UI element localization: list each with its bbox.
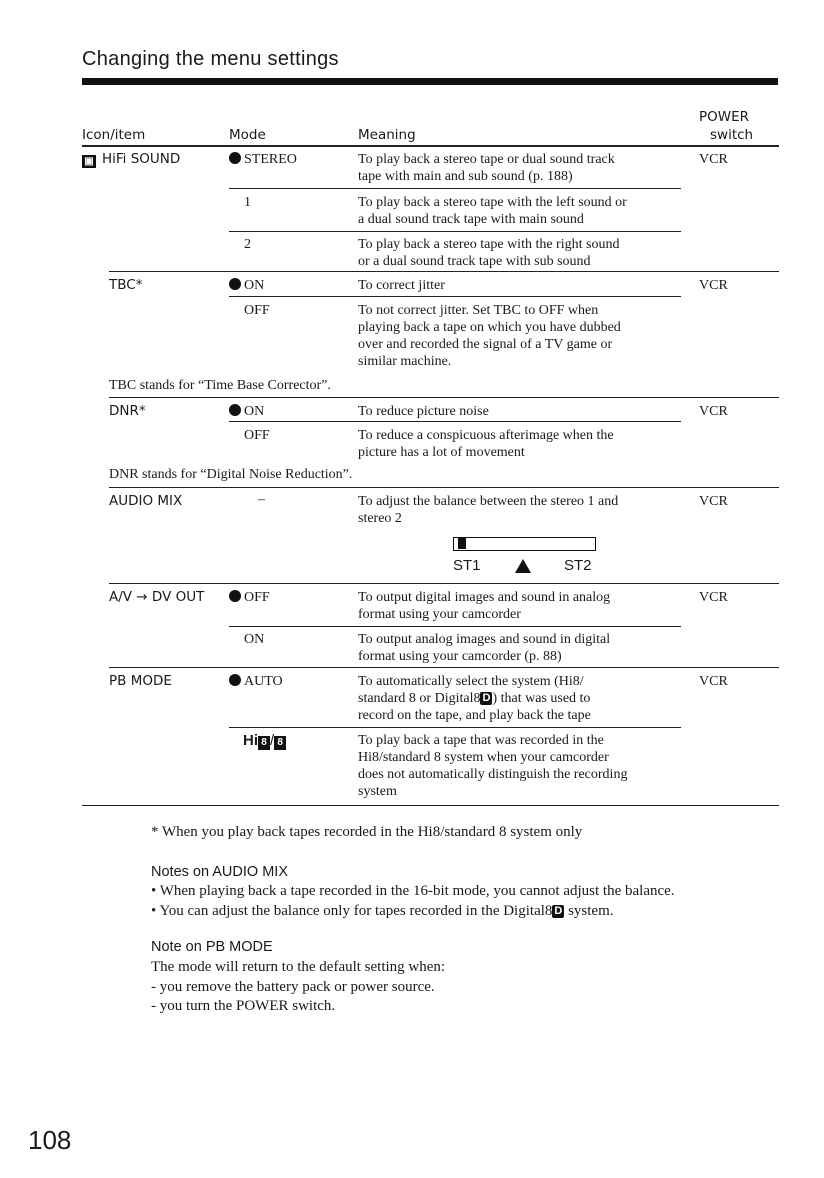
header-power-line1: POWER <box>699 109 750 125</box>
power-pb-mode: VCR <box>699 674 728 689</box>
power-hifi: VCR <box>699 152 728 167</box>
meaning-tbc-on: To correct jitter <box>358 278 445 293</box>
power-audio-mix: VCR <box>699 494 728 509</box>
header-meaning: Meaning <box>358 127 416 143</box>
meaning-avdv-on: To output analog images and sound in digital format using your camcorder (p. 88) <box>358 632 611 664</box>
digital8-logo-icon: D <box>482 692 491 704</box>
mode-stereo: STEREO <box>229 151 297 168</box>
default-marker-icon <box>229 590 241 602</box>
notes-pb-title: Note on PB MODE <box>151 939 273 955</box>
item-dnr: DNR* <box>109 403 146 419</box>
hi8-standard8-icon: Hi 8 / 8 <box>243 732 286 750</box>
meaning-stereo: To play back a stereo tape or dual sound track tape with main and sub sound (p. 188) <box>358 152 615 184</box>
page-number: 108 <box>28 1125 72 1155</box>
power-avdv: VCR <box>699 590 728 605</box>
video-tape-icon: ▣ <box>82 155 96 168</box>
item-hifi-label: HiFi SOUND <box>102 151 181 167</box>
footnote: * When you play back tapes recorded in the Hi8/standard 8 system only <box>151 824 583 840</box>
notes-audio-title: Notes on AUDIO MIX <box>151 864 288 880</box>
row-rule <box>109 583 779 584</box>
header-power-line2: switch <box>710 127 754 143</box>
mode-dnr-off: OFF <box>244 428 270 443</box>
sub-rule <box>229 188 681 189</box>
mode-avdv-on: ON <box>244 632 265 647</box>
triangle-up-icon <box>515 559 531 573</box>
page-title: Changing the menu settings <box>82 48 339 70</box>
meaning-pb-auto: To automatically select the system (Hi8/ standard 8 or Digital8 D ) that was used to record on the tape, and play back the tape <box>358 674 591 723</box>
header-mode: Mode <box>229 127 266 143</box>
row-rule <box>109 667 779 668</box>
table-bottom-rule <box>82 805 779 806</box>
meaning-pb-hi8: To play back a tape that was recorded in the Hi8/standard 8 system when your camcorder does not automatically distinguish the recording system <box>358 733 628 799</box>
header-rule <box>82 145 779 147</box>
meaning-dnr-on: To reduce picture noise <box>358 404 489 419</box>
balance-bar <box>453 537 596 551</box>
mode-tbc-off: OFF <box>244 303 270 318</box>
power-tbc: VCR <box>699 278 728 293</box>
notes-audio-bullet-1: • When playing back a tape recorded in the 16-bit mode, you cannot adjust the balance. <box>151 883 675 899</box>
item-pb-mode: PB MODE <box>109 673 172 689</box>
item-hifi-sound <box>82 151 180 168</box>
sub-rule <box>229 421 681 422</box>
balance-label-st2: ST2 <box>564 557 592 574</box>
power-dnr: VCR <box>699 404 728 419</box>
meaning-1: To play back a stereo tape with the left sound or a dual sound track tape with main sound <box>358 195 627 227</box>
notes-pb-line-2: - you turn the POWER switch. <box>151 998 336 1014</box>
meaning-tbc-off: To not correct jitter. Set TBC to OFF when playing back a tape on which you have dubbed over and recorded the signal of a TV game or similar machine. <box>358 303 621 369</box>
item-av-dv-out: A/V → DV OUT <box>109 589 205 605</box>
mode-1: 1 <box>244 195 251 210</box>
mode-pb-auto: AUTO <box>229 673 283 690</box>
default-marker-icon <box>229 278 241 290</box>
sub-rule <box>229 231 681 232</box>
mode-tbc-on: ON <box>229 277 264 294</box>
notes-audio-bullet-2: • You can adjust the balance only for tapes recorded in the Digital8 D system. <box>151 903 614 919</box>
note-tbc: TBC stands for “Time Base Corrector”. <box>109 378 331 393</box>
title-rule <box>82 78 778 85</box>
header-icon-item: Icon/item <box>82 127 146 143</box>
mode-dnr-on: ON <box>229 403 264 420</box>
notes-pb-intro: The mode will return to the default setting when: <box>151 959 446 975</box>
sub-rule <box>229 626 681 627</box>
mode-audio-mix: – <box>258 492 265 507</box>
mode-avdv-off: OFF <box>229 589 270 606</box>
row-rule <box>109 487 779 488</box>
digital8-logo-icon: D <box>554 905 563 917</box>
notes-pb-line-1: - you remove the battery pack or power source. <box>151 979 435 995</box>
default-marker-icon <box>229 152 241 164</box>
default-marker-icon <box>229 404 241 416</box>
row-rule <box>109 271 779 272</box>
sub-rule <box>229 296 681 297</box>
default-marker-icon <box>229 674 241 686</box>
meaning-avdv-off: To output digital images and sound in analog format using your camcorder <box>358 590 611 622</box>
item-audio-mix: AUDIO MIX <box>109 493 183 509</box>
balance-indicator <box>458 538 466 549</box>
meaning-dnr-off: To reduce a conspicuous afterimage when the picture has a lot of movement <box>358 428 614 460</box>
mode-2: 2 <box>244 237 251 252</box>
sub-rule <box>229 727 681 728</box>
meaning-2: To play back a stereo tape with the right sound or a dual sound track tape with sub sound <box>358 237 620 269</box>
balance-label-st1: ST1 <box>453 557 481 574</box>
item-tbc: TBC* <box>109 277 143 293</box>
row-rule <box>109 397 779 398</box>
meaning-audio-mix: To adjust the balance between the stereo 1 and stereo 2 <box>358 494 619 526</box>
note-dnr: DNR stands for “Digital Noise Reduction”. <box>109 467 353 482</box>
